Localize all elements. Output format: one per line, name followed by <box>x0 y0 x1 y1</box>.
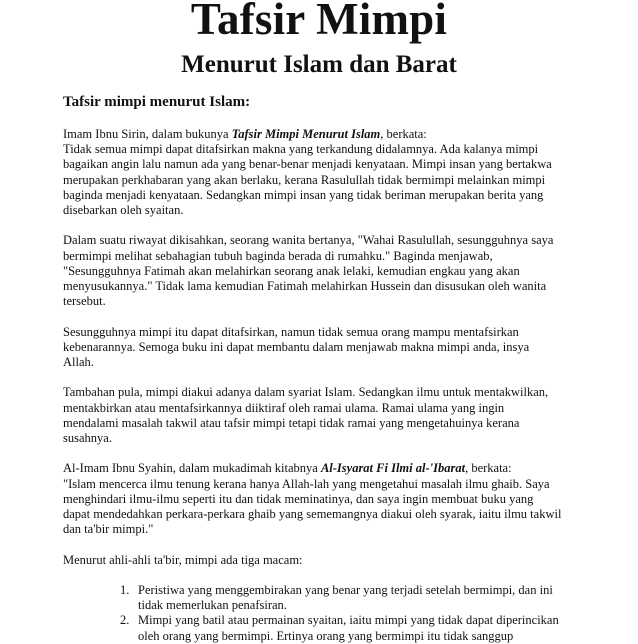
document-body <box>63 127 585 644</box>
book-title: Al-Isyarat Fi Ilmi al-'Ibarat <box>320 461 466 476</box>
list-item-line: oleh orang yang bermimpi. Ertinya orang yang bermimpi itu tidak sanggup <box>138 628 514 643</box>
paragraph-line: Menurut ahli-ahli ta'bir, mimpi ada tiga macam: <box>63 552 303 567</box>
paragraph-line: menyusukannya." Tidak lama kemudian Fatimah melahirkan Hussein dan disusukan oleh wanita <box>63 279 547 294</box>
intro-text: , berkata: <box>380 127 427 141</box>
book-title: Tafsir Mimpi Menurut Islam <box>231 127 381 141</box>
document-title: Tafsir Mimpi <box>190 0 448 44</box>
paragraph-line: disebarkan oleh syaitan. <box>63 203 184 218</box>
paragraph-line: "Sesungguhnya Fatimah akan melahirkan seorang anak lelaki, kemudian engkau yang akan <box>63 263 520 278</box>
paragraph <box>63 325 585 371</box>
paragraph-line: bagaikan angin lalu namun ada yang benar-benar menjadi kenyataan. Mimpi insan yang bertakwa <box>63 157 552 172</box>
paragraph-line: merupakan perkhabaran yang akan berlaku, kerana Rasulullah tidak bermimpi melainkan mimpi <box>63 172 546 187</box>
paragraph <box>63 461 585 537</box>
paragraph-line: Allah. <box>63 355 94 370</box>
paragraph-line: menghindari ilmu-ilmu seperti itu dan tidak meminatinya, dan saya ingin membuat buku yang <box>63 491 534 506</box>
section-heading: Tafsir mimpi menurut Islam: <box>63 94 251 110</box>
paragraph <box>63 233 585 309</box>
document-subtitle: Menurut Islam dan Barat <box>181 51 457 78</box>
paragraph-line: baginda menjadi kenyataan. Sedangkan mimpi insan yang tidak beriman merupakan berita yang <box>63 187 544 202</box>
paragraph <box>63 385 585 446</box>
paragraph-intro-line <box>63 127 585 142</box>
paragraph-line: Sesungguhnya mimpi itu dapat ditafsirkan, namun tidak semua orang mampu mentafsirkan <box>63 324 519 339</box>
paragraph-line: Tambahan pula, mimpi diakui adanya dalam syariat Islam. Sedangkan ilmu untuk mentakwilkan, <box>63 385 549 400</box>
paragraph <box>63 127 585 218</box>
paragraph-line: dan ta'bir mimpi." <box>63 522 154 537</box>
list-number: 2. <box>120 613 130 628</box>
intro-text: Imam Ibnu Sirin, dalam bukunya <box>63 127 232 141</box>
paragraph-line: "Islam mencerca ilmu tenung kerana hanya Allah-lah yang mengetahui masalah ilmu ghaib. Saya <box>63 476 550 491</box>
paragraph-line: kebenarannya. Semoga buku ini dapat membantu dalam menjawab makna mimpi anda, insya <box>63 339 530 354</box>
paragraph-line: tersebut. <box>63 294 106 309</box>
paragraph-intro-line <box>63 461 585 476</box>
list-item-line: Peristiwa yang menggembirakan yang benar yang terjadi setelah bermimpi, dan ini <box>138 583 553 597</box>
list-item <box>63 583 585 613</box>
paragraph <box>63 553 585 568</box>
paragraph-line: susahnya. <box>63 431 112 446</box>
paragraph-line: mentakbirkan atau mentafsirkannya diiktiraf oleh ramai ulama. Ramai ulama yang ingin <box>63 400 505 415</box>
list-number: 1. <box>120 583 130 597</box>
paragraph-line: Tidak semua mimpi dapat ditafsirkan makna yang terkandung didalamnya. Ada kalanya mimpi <box>63 142 539 157</box>
intro-text: , berkata: <box>465 461 512 476</box>
intro-text: Al-Imam Ibnu Syahin, dalam mukadimah kitabnya <box>63 461 321 476</box>
paragraph-line: mendalami masalah takwil atau tafsir mimpi tetapi tidak ramai yang mengetahuinya kerana <box>63 415 520 430</box>
paragraph-list <box>63 127 585 568</box>
paragraph-line: dapat mendedahkan perkara-perkara ghaib yang sememangnya diakui oleh syarak, iaitu ilmu takwil <box>63 507 562 522</box>
list-item <box>63 613 585 643</box>
paragraph-line: Dalam suatu riwayat dikisahkan, seorang wanita bertanya, "Wahai Rasulullah, sesungguhnya saya <box>63 233 554 248</box>
dream-types-list <box>63 583 585 644</box>
list-item-line: Mimpi yang batil atau permainan syaitan, iaitu mimpi yang tidak dapat diperincikan <box>138 613 559 628</box>
list-item-line: tidak memerlukan penafsiran. <box>138 598 287 613</box>
paragraph-line: bermimpi melihat sebahagian tubuh baginda berada di rumahku." Baginda menjawab, <box>63 248 493 263</box>
